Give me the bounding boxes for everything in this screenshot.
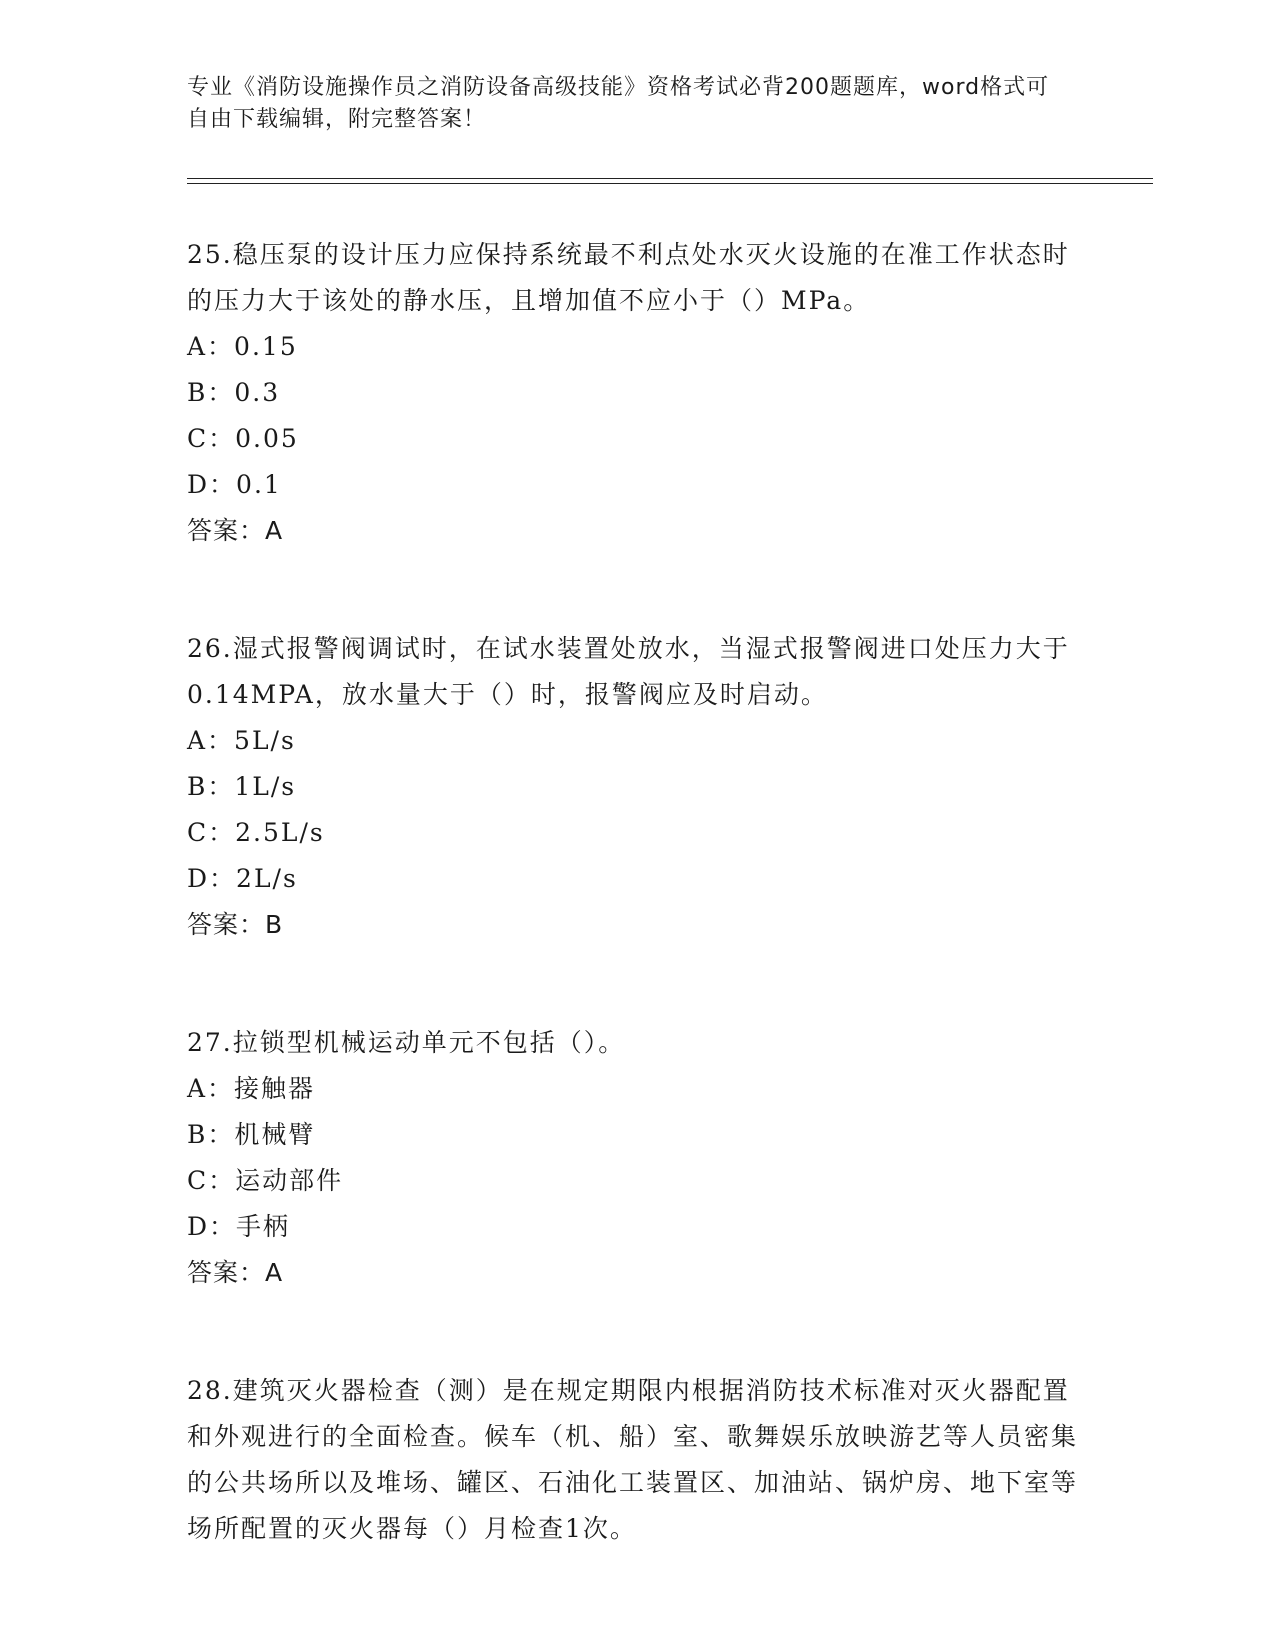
option-d: D：2L/s: [187, 864, 298, 893]
question-stem: 25.稳压泵的设计压力应保持系统最不利点处水灭火设施的在准工作状态时的压力大于该处的静水压，且增加值不应小于（）MPa。: [187, 240, 1070, 315]
option-a: A：5L/s: [187, 726, 296, 755]
question-26: [187, 626, 1087, 948]
option-c: C：运动部件: [187, 1166, 344, 1195]
option-b: B：0.3: [187, 378, 281, 407]
document-header: 专业《消防设施操作员之消防设备高级技能》资格考试必背200题题库，word格式可自由下载编辑，附完整答案！: [187, 75, 1050, 132]
question-stem: 26.湿式报警阀调试时，在试水装置处放水，当湿式报警阀进口处压力大于0.14MPA，放水量大于（）时，报警阀应及时启动。: [187, 634, 1070, 709]
option-c: C：0.05: [187, 424, 299, 453]
question-stem: 28.建筑灭火器检查（测）是在规定期限内根据消防技术标准对灭火器配置和外观进行的全面检查。候车（机、船）室、歌舞娱乐放映游艺等人员密集的公共场所以及堆场、罐区、石油化工装置区、加油站、锅炉房、地下室等场所配置的灭火器每（）月检查1次。: [187, 1376, 1079, 1543]
question-stem: 27.拉锁型机械运动单元不包括（）。: [187, 1028, 626, 1057]
option-b: B：机械臂: [187, 1120, 316, 1149]
question-28: [187, 1368, 1087, 1552]
header-divider-bottom: [187, 183, 1153, 184]
header-divider-top: [187, 178, 1153, 179]
option-d: D：手柄: [187, 1212, 291, 1241]
option-a: A：接触器: [187, 1074, 316, 1103]
option-c: C：2.5L/s: [187, 818, 325, 847]
answer: 答案：B: [187, 910, 284, 939]
question-25: [187, 232, 1087, 554]
option-b: B：1L/s: [187, 772, 297, 801]
option-a: A：0.15: [187, 332, 298, 361]
question-27: [187, 1020, 1087, 1296]
answer: 答案：A: [187, 516, 284, 545]
answer: 答案：A: [187, 1258, 284, 1287]
option-d: D：0.1: [187, 470, 282, 499]
question-list: [187, 232, 1087, 1552]
